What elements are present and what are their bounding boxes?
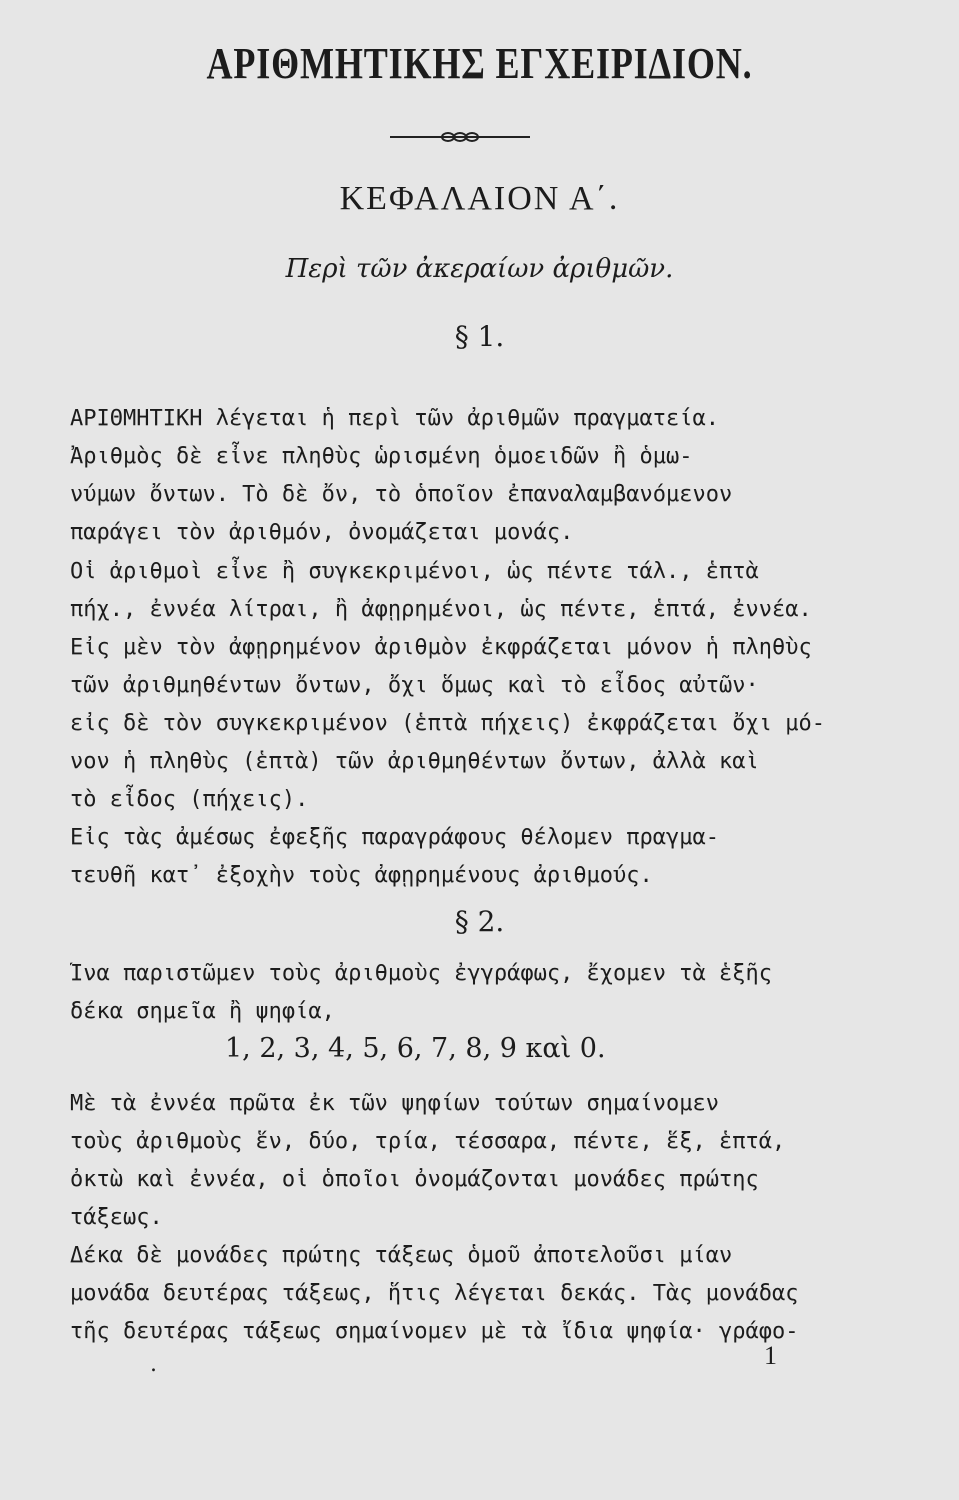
text-line: Ἵνα παριστῶμεν τοὺς ἀριθμοὺς ἐγγράφως, ἔχομεν τὰ ἑξῆς [70,961,772,986]
digits-list: 1, 2, 3, 4, 5, 6, 7, 8, 9 καὶ 0. [225,1033,606,1064]
text-line: τευθῆ κατ᾽ ἐξοχὴν τοὺς ἀφῃρημένους ἀριθμούς. [70,863,653,888]
text-line: τῶν ἀριθμηθέντων ὄντων, ὄχι ὅμως καὶ τὸ εἶδος αὐτῶν· [70,673,759,698]
text-line: Εἰς τὰς ἀμέσως ἐφεξῆς παραγράφους θέλομεν πραγμα- [70,825,720,850]
text-line: νον ἡ πληθὺς (ἑπτὰ) τῶν ἀριθμηθέντων ὄντων, ἀλλὰ καὶ [70,749,759,774]
text-line: Ἀριθμὸς δὲ εἶνε πληθὺς ὡρισμένη ὁμοειδῶν ἢ ὁμω- [70,444,693,469]
text-line: τοὺς ἀριθμοὺς ἕν, δύο, τρία, τέσσαρα, πέντε, ἕξ, ἑπτά, [70,1129,786,1154]
text-line: τῆς δευτέρας τάξεως σημαίνομεν μὲ τὰ ἴδια ψηφία· γράφο- [70,1319,799,1344]
text-line: μονάδα δευτέρας τάξεως, ἥτις λέγεται δεκάς. Τὰς μονάδας [70,1281,799,1306]
page-number: 1 [764,1341,777,1370]
chapter-heading: ΚΕΦΑΛΑΙΟΝ Α΄. [339,180,620,217]
section-2-heading: § 2. [454,905,505,938]
text-line: εἰς δὲ τὸν συγκεκριμένον (ἑπτὰ πήχεις) ἐκφράζεται ὄχι μό- [70,711,825,736]
text-line: παράγει τὸν ἀριθμόν, ὀνομάζεται μονάς. [70,520,574,545]
section-1-heading: § 1. [454,320,505,353]
text-line: πήχ., ἐννέα λίτραι, ἢ ἀφῃρημένοι, ὡς πέντε, ἑπτά, ἐννέα. [70,597,812,622]
text-line: τὸ εἶδος (πήχεις). [70,787,309,812]
text-line: τάξεως. [70,1205,163,1230]
text-line: Δέκα δὲ μονάδες πρώτης τάξεως ὁμοῦ ἀποτελοῦσι μίαν [70,1243,733,1268]
text-line: ὀκτὼ καὶ ἐννέα, οἱ ὁποῖοι ὀνομάζονται μονάδες πρώτης [70,1167,759,1192]
text-line: δέκα σημεῖα ἢ ψηφία, [70,999,335,1024]
stray-dot: . [150,1352,157,1377]
text-line: νύμων ὄντων. Τὸ δὲ ὄν, τὸ ὁποῖον ἐπαναλαμβανόμενον [70,482,733,507]
text-line: Μὲ τὰ ἐννέα πρῶτα ἐκ τῶν ψηφίων τούτων σημαίνομεν [70,1091,720,1116]
ornament-divider [390,130,530,144]
chapter-subtitle: Περὶ τῶν ἀκεραίων ἀριθμῶν. [285,254,674,284]
text-line: Οἱ ἀριθμοὶ εἶνε ἢ συγκεκριμένοι, ὡς πέντε τάλ., ἑπτὰ [70,559,759,584]
text-line: ΑΡΙΘΜΗΤΙΚΗ λέγεται ἡ περὶ τῶν ἀριθμῶν πραγματεία. [70,406,720,431]
text-line: Εἰς μὲν τὸν ἀφῃρημένον ἀριθμὸν ἐκφράζεται μόνον ἡ πληθὺς [70,635,812,660]
page-title: ΑΡΙΘΜΗΤΙΚΗΣ ΕΓΧΕΙΡΙΔΙΟΝ. [206,39,753,88]
